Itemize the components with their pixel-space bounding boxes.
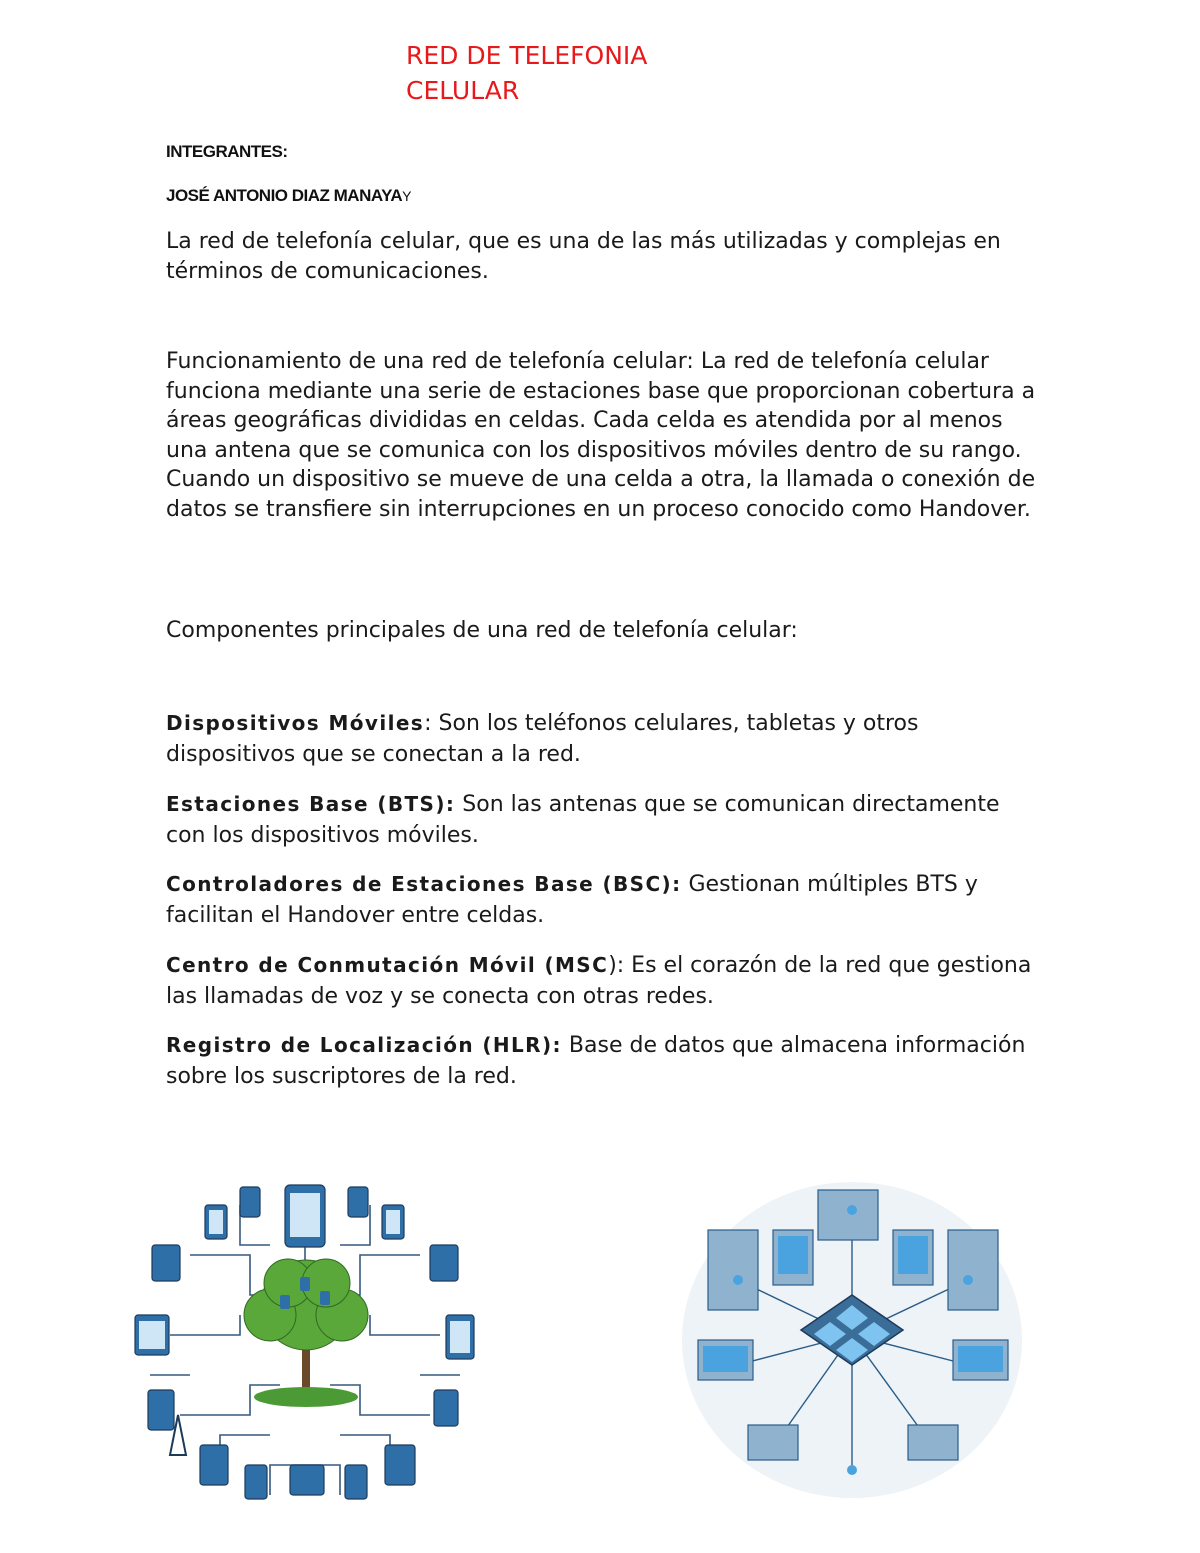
members-label: INTEGRANTES:: [166, 142, 288, 161]
member-name-suffix: Y: [402, 188, 411, 204]
component-item: [166, 789, 1046, 851]
member-name: [166, 186, 411, 206]
member-name-text: JOSÉ ANTONIO DIAZ MANAYA: [166, 186, 403, 205]
component-item: [166, 869, 1046, 931]
component-item: [166, 950, 1046, 1012]
component-desc: Es el corazón de la red que gestiona las llamadas de voz y se conecta con otras redes.: [166, 953, 1032, 1009]
component-desc: Base de datos que almacena información sobre los suscriptores de la red.: [166, 1033, 1026, 1089]
component-term: Estaciones Base (BTS):: [166, 792, 456, 816]
component-sep: ):: [608, 953, 625, 978]
component-term: Centro de Conmutación Móvil (MSC: [166, 953, 609, 977]
network-datacenter-illustration: [678, 1170, 1026, 1500]
title-line-1: RED DE TELEFONIA: [406, 41, 648, 70]
component-desc: Gestionan múltiples BTS y facilitan el Handover entre celdas.: [166, 872, 978, 928]
component-item: [166, 1030, 1046, 1092]
title-line-2: CELULAR: [406, 76, 520, 105]
component-term: Registro de Localización (HLR):: [166, 1033, 562, 1057]
component-term: Controladores de Estaciones Base (BSC):: [166, 872, 682, 896]
component-desc: Son las antenas que se comunican directamente con los dispositivos móviles.: [166, 792, 1000, 848]
functioning-paragraph: Funcionamiento de una red de telefonía celular: La red de telefonía celular funciona mediante una serie de estaciones base que proporcionan cobertura a áreas geográficas divididas en celdas. Cada celda es atendida por al menos una antena que se comunica con los dispositivos móviles dentro de su rango. Cuando un dispositivo se mueve de una celda a otra, la llamada o conexión de datos se transfiere sin interrupciones en un proceso conocido como Handover.: [166, 349, 1036, 522]
component-term: Dispositivos Móviles: [166, 711, 425, 735]
network-tree-illustration: [130, 1165, 480, 1520]
components-heading: Componentes principales de una red de telefonía celular:: [166, 618, 798, 643]
component-desc: Son los teléfonos celulares, tabletas y otros dispositivos que se conectan a la red.: [166, 711, 919, 767]
intro-paragraph: La red de telefonía celular, que es una de las más utilizadas y complejas en términos de comunicaciones.: [166, 229, 1001, 284]
component-sep: :: [424, 711, 432, 736]
component-item: [166, 708, 1046, 770]
document-title: [406, 38, 647, 108]
